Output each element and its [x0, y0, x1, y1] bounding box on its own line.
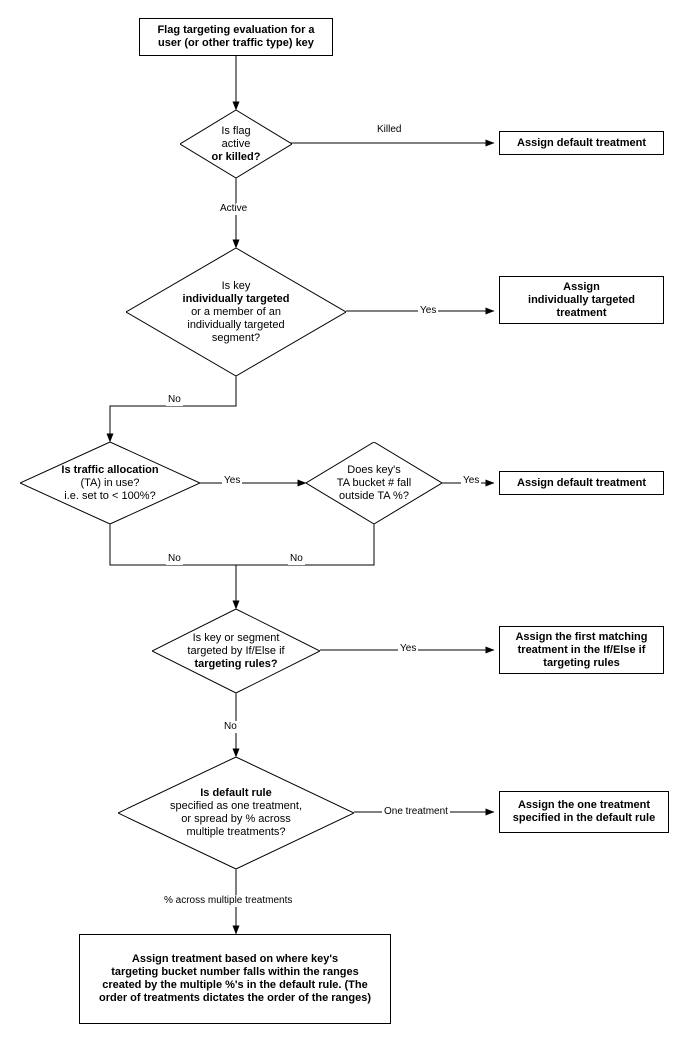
line-1: individually targeted	[182, 292, 290, 305]
edge-label-traffic-yes: Yes	[224, 475, 241, 486]
line-0: Is traffic allocation	[61, 463, 159, 476]
line-4: segment?	[211, 331, 261, 344]
edge-label-active: Active	[220, 203, 248, 214]
line-0: Is default rule	[200, 787, 272, 799]
line-1: treatment in the If/Else if	[517, 643, 646, 656]
label: Assign default treatment	[517, 476, 646, 489]
line-2: outside TA %?	[339, 489, 409, 502]
node-does-bucket-fall-outside-ta	[306, 442, 442, 524]
node-start	[139, 18, 333, 56]
edge-label-traffic-no: No	[168, 553, 181, 564]
edge-label-percent-across: % across multiple treatments	[164, 895, 293, 906]
node-start-line-1: user (or other traffic type) key	[158, 37, 314, 49]
line-0: Assign treatment based on where key's	[131, 953, 339, 965]
line-2: targeting rules?	[194, 657, 278, 670]
edge-label-killed: Killed	[377, 124, 402, 135]
line-1: (TA) in use?	[80, 476, 140, 489]
node-is-targeted-by-ifelse-rules	[152, 609, 320, 693]
node-assign-first-matching-treatment	[499, 626, 664, 674]
line-0: Is key	[221, 279, 251, 292]
node-assign-one-treatment	[499, 791, 669, 833]
line-3: multiple treatments?	[186, 826, 286, 838]
node-is-default-rule-spec	[118, 757, 354, 869]
line-0: Is key or segment	[192, 631, 280, 644]
line-1: TA bucket # fall	[336, 476, 412, 489]
node-is-targeted-by-ifelse-rules-label	[152, 609, 320, 693]
line-2: targeting rules	[543, 656, 620, 669]
node-is-individually-targeted-label	[126, 248, 346, 376]
edge-label-ifelse-yes: Yes	[400, 643, 417, 654]
line-1: targeting bucket number falls within the ranges	[111, 966, 359, 978]
line-2: or a member of an	[191, 305, 281, 318]
line-1: individually targeted	[528, 293, 635, 306]
line-1: targeted by If/Else if	[187, 644, 285, 657]
node-is-flag-active	[180, 110, 292, 178]
node-assign-treatment-by-range	[79, 934, 391, 1024]
node-does-bucket-fall-outside-ta-label	[306, 442, 442, 524]
line-3: order of treatments dictates the order of the ranges)	[99, 992, 371, 1004]
label: Assign default treatment	[517, 136, 646, 149]
node-is-default-rule-spec-label	[118, 757, 354, 869]
line-0: Does key's	[347, 463, 401, 476]
line-3: individually targeted	[187, 318, 285, 331]
node-is-traffic-allocation-in-use-label	[20, 442, 200, 524]
edge-label-bucket-no: No	[290, 553, 303, 564]
line-1: active	[221, 137, 251, 150]
line-2: created by the multiple %'s in the default rule. (The	[102, 979, 368, 991]
line-2: or killed?	[211, 150, 261, 163]
edge-label-bucket-yes: Yes	[463, 475, 480, 486]
line-0: Is flag	[221, 124, 251, 137]
line-0: Assign	[563, 280, 600, 293]
line-2: i.e. set to < 100%?	[64, 489, 156, 502]
edge-label-individual-yes: Yes	[420, 305, 437, 316]
node-start-line-0: Flag targeting evaluation for a	[157, 24, 315, 36]
edge-label-ifelse-no: No	[224, 721, 237, 732]
node-assign-default-treatment-1	[499, 131, 664, 155]
edge-label-one-treatment: One treatment	[384, 806, 448, 817]
node-is-flag-active-label	[180, 110, 292, 178]
node-is-individually-targeted	[126, 248, 346, 376]
edge-label-individual-no: No	[168, 394, 181, 405]
node-assign-default-treatment-2	[499, 471, 664, 495]
line-1: specified as one treatment,	[169, 800, 303, 812]
line-0: Assign the first matching	[515, 630, 648, 643]
line-0: Assign the one treatment	[517, 799, 650, 811]
line-2: treatment	[556, 306, 607, 319]
line-2: or spread by % across	[181, 813, 291, 825]
node-is-traffic-allocation-in-use	[20, 442, 200, 524]
node-assign-individually-targeted-treatment	[499, 276, 664, 324]
line-1: specified in the default rule	[512, 812, 656, 824]
